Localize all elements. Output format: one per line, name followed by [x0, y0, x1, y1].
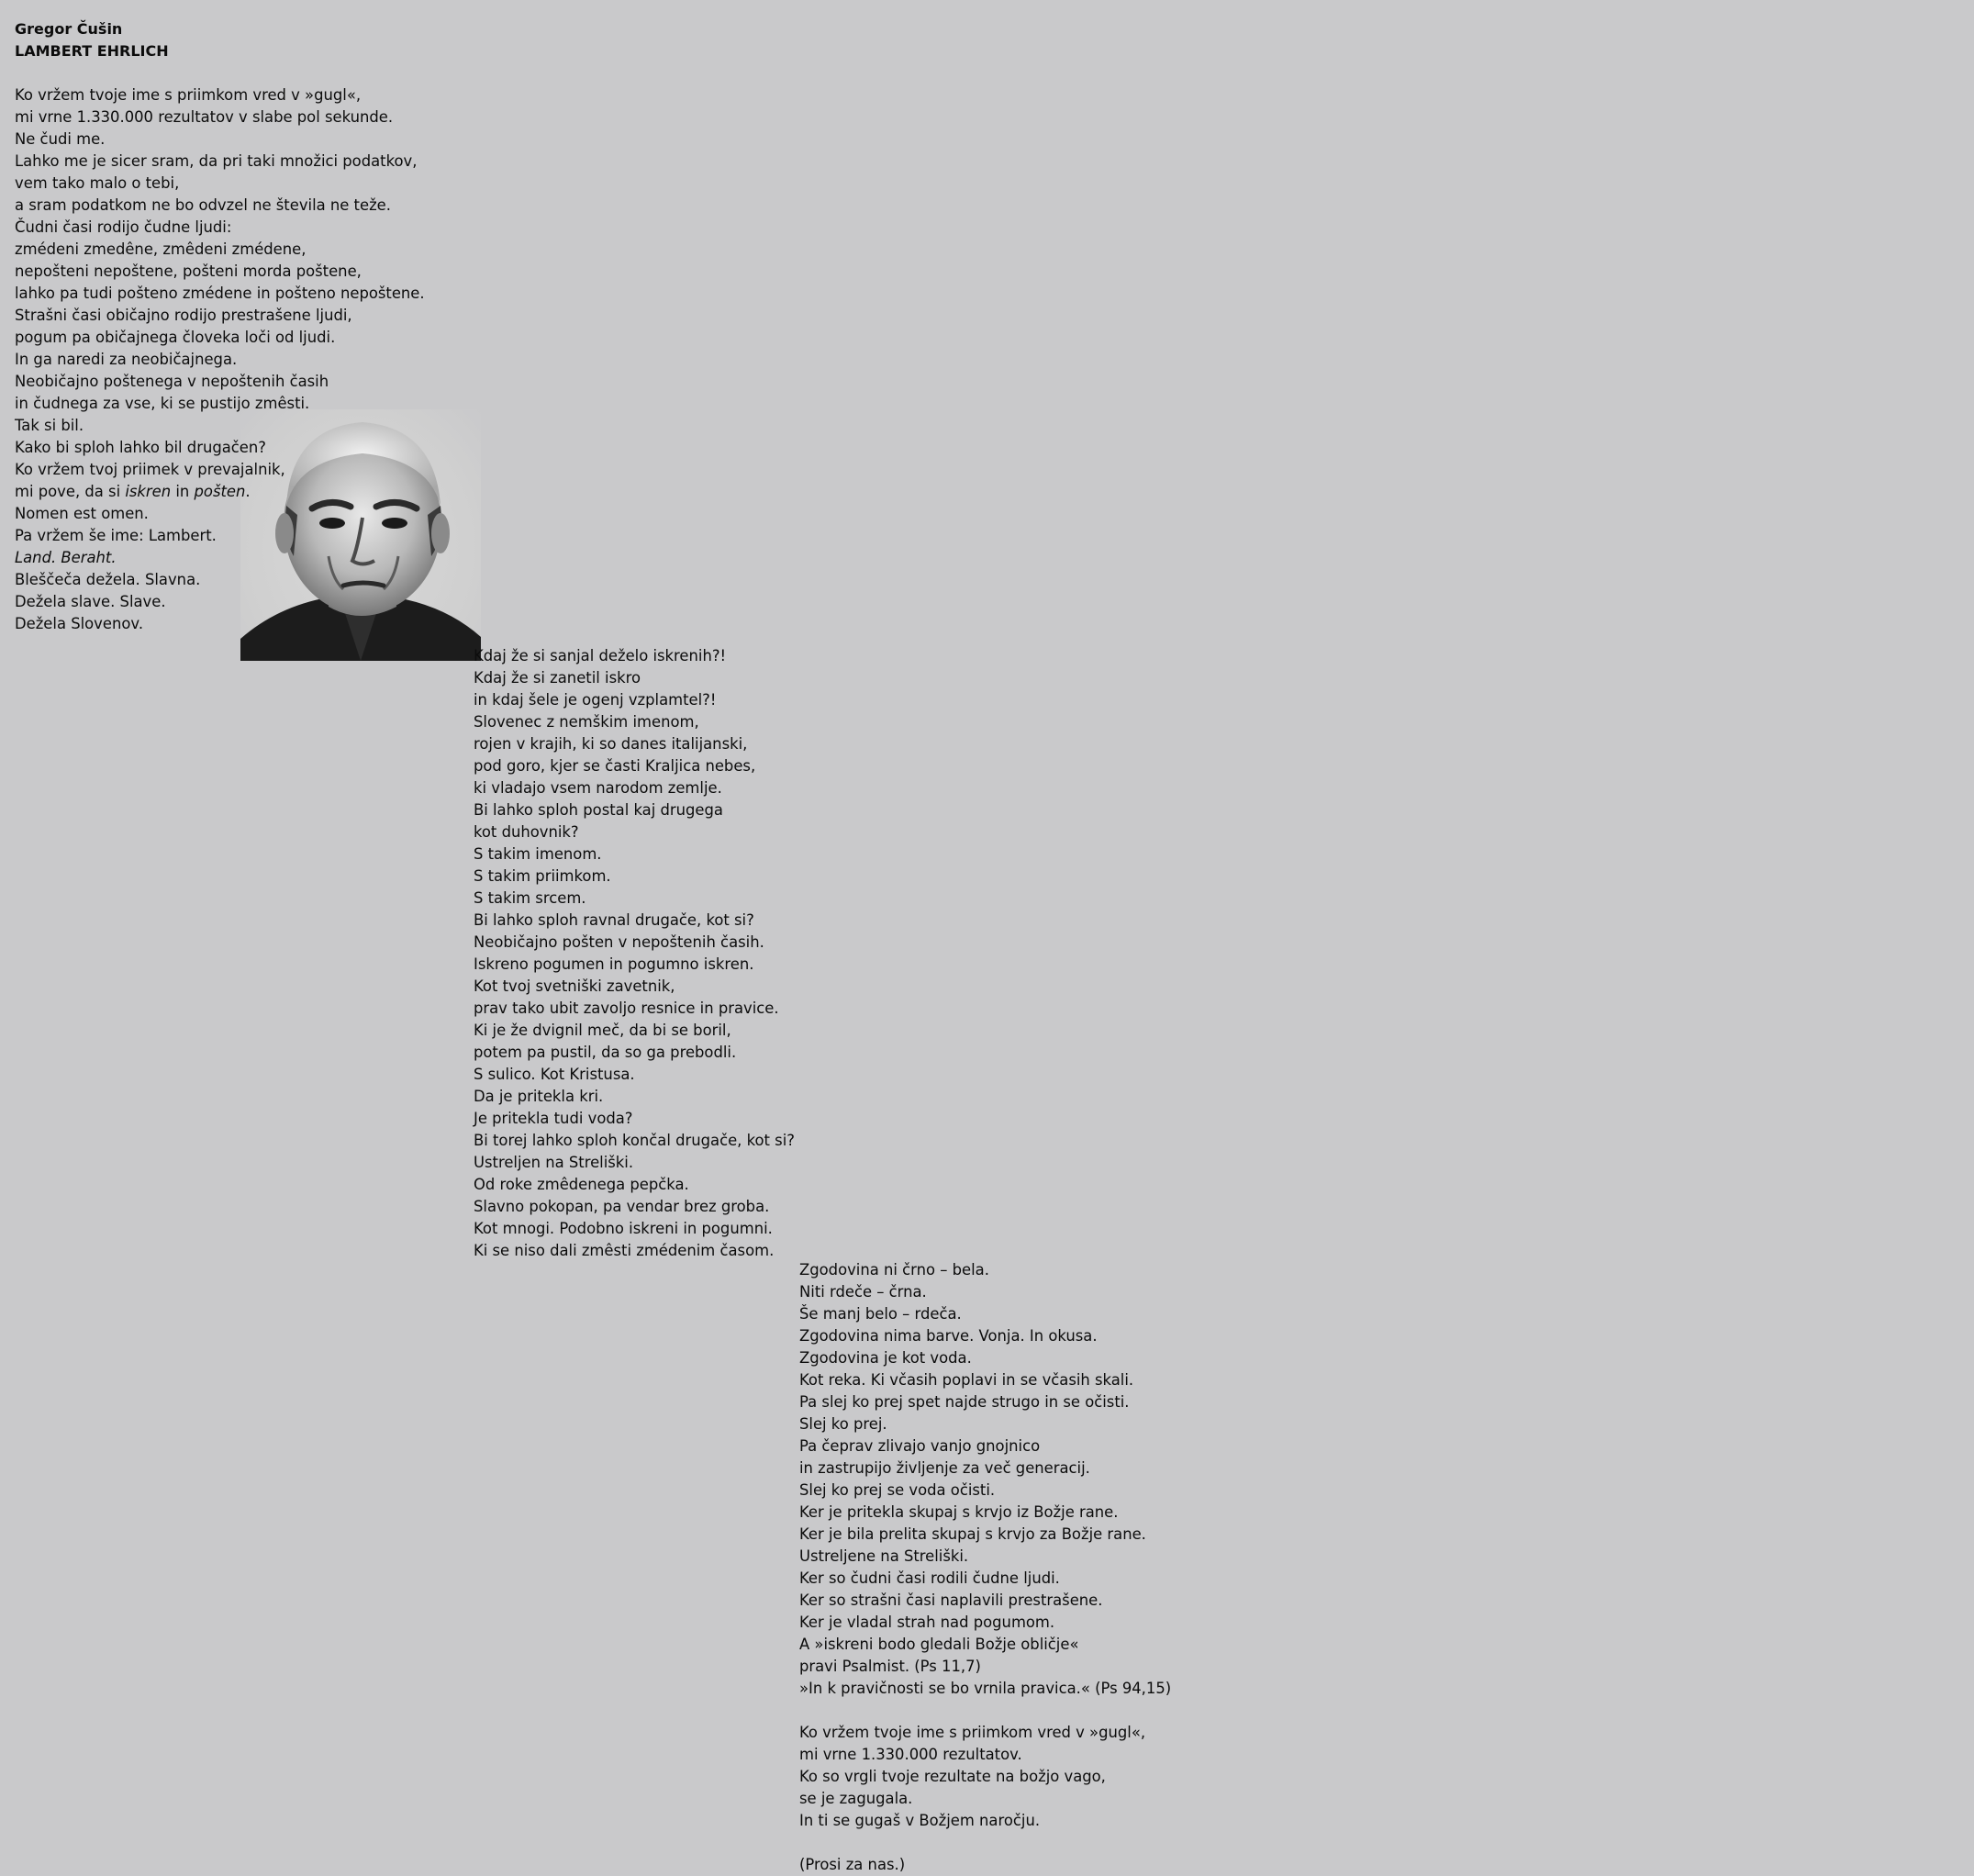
poem-line: Ko vržem tvoje ime s priimkom vred v »gugl«,: [799, 1724, 1146, 1741]
poem-line: Kdaj že si sanjal deželo iskrenih?!: [474, 647, 727, 664]
poem-line: Bi lahko sploh ravnal drugače, kot si?: [474, 911, 754, 929]
poem-line: Je pritekla tudi voda?: [474, 1110, 633, 1127]
author-name: Gregor Čušin: [15, 20, 123, 38]
poem-line: Strašni časi običajno rodijo prestrašene ljudi,: [15, 307, 352, 324]
poem-line: Ko so vrgli tvoje rezultate na božjo vago,: [799, 1768, 1106, 1785]
poem-line: kot duhovnik?: [474, 823, 579, 841]
poem-line-pove: [15, 481, 1189, 503]
poem-line: pod goro, kjer se časti Kraljica nebes,: [474, 757, 756, 775]
poem-line: Slej ko prej se voda očisti.: [799, 1481, 996, 1499]
poem-line-italic: Land. Beraht.: [15, 549, 117, 566]
poem-line: pogum pa običajnega človeka loči od ljudi.: [15, 329, 336, 346]
poem-line: Lahko me je sicer sram, da pri taki množici podatkov,: [15, 152, 418, 170]
poem-line: Čudni časi rodijo čudne ljudi:: [15, 218, 232, 236]
poem-line: a sram podatkom ne bo odvzel ne števila ne teže.: [15, 196, 391, 214]
poem-line: prav tako ubit zavoljo resnice in pravice.: [474, 999, 779, 1017]
poem-line: Dežela slave. Slave.: [15, 593, 166, 610]
column-left: [15, 18, 1189, 635]
poem-line: Ker so čudni časi rodili čudne ljudi.: [799, 1569, 1060, 1587]
poem-line: Kdaj že si zanetil iskro: [474, 669, 641, 687]
poem-line-closing: (Prosi za nas.): [799, 1856, 906, 1873]
poem-line: Ustreljen na Streliški.: [474, 1154, 634, 1171]
poem-line: »In k pravičnosti se bo vrnila pravica.« (Ps 94,15): [799, 1680, 1172, 1697]
poem-line: mi vrne 1.330.000 rezultatov v slabe pol sekunde.: [15, 108, 394, 126]
poem-line: Pa slej ko prej spet najde strugo in se očisti.: [799, 1393, 1130, 1411]
poem-line: Iskreno pogumen in pogumno iskren.: [474, 955, 754, 973]
poem-line: Kako bi sploh lahko bil drugačen?: [15, 439, 266, 456]
poem-line: Nomen est omen.: [15, 505, 149, 522]
poem-line: se je zagugala.: [799, 1790, 913, 1807]
col1-lines: [15, 84, 1189, 481]
poem-line: Da je pritekla kri.: [474, 1088, 604, 1105]
poem-line: zmédeni zmedêne, zmêdeni zmédene,: [15, 240, 307, 258]
poem-line: Ustreljene na Streliški.: [799, 1547, 969, 1565]
poem-line: Pa vržem še ime: Lambert.: [15, 527, 217, 544]
col3-stanza-2: [799, 1722, 1974, 1832]
poem-line: S takim imenom.: [474, 845, 602, 863]
poem-line: Ker je pritekla skupaj s krvjo iz Božje rane.: [799, 1503, 1119, 1521]
italic-word-iskren: iskren: [125, 483, 172, 500]
line-text: in: [171, 483, 195, 500]
poem-line: Ki se niso dali zmêsti zmédenim časom.: [474, 1242, 775, 1259]
poem-line: Kot tvoj svetniški zavetnik,: [474, 977, 675, 995]
poem-line: Ne čudi me.: [15, 130, 106, 148]
poem-line: In ga naredi za neobičajnega.: [15, 351, 238, 368]
poem-line: Slavno pokopan, pa vendar brez groba.: [474, 1198, 770, 1215]
line-text: mi pove, da si: [15, 483, 126, 500]
poem-line: Od roke zmêdenega pepčka.: [474, 1176, 689, 1193]
poem-line: Ko vržem tvoje ime s priimkom vred v »gugl«,: [15, 86, 362, 104]
stanza-gap: [15, 62, 1189, 84]
line-text: .: [245, 483, 251, 500]
poem-line: In ti se gugaš v Božjem naročju.: [799, 1812, 1041, 1829]
poem-line: pravi Psalmist. (Ps 11,7): [799, 1658, 981, 1675]
poem-line: vem tako malo o tebi,: [15, 174, 180, 192]
poem-line: Neobičajno poštenega v nepoštenih časih: [15, 373, 329, 390]
poem-line: S takim priimkom.: [474, 867, 611, 885]
poem-line: Bi lahko sploh postal kaj drugega: [474, 801, 723, 819]
poem-line: rojen v krajih, ki so danes italijanski,: [474, 735, 748, 753]
poem-line: Bi torej lahko sploh končal drugače, kot si?: [474, 1132, 795, 1149]
poem-line: in čudnega za vse, ki se pustijo zmêsti.: [15, 395, 310, 412]
poem-line: Tak si bil.: [15, 417, 84, 434]
poem-line: S sulico. Kot Kristusa.: [474, 1066, 635, 1083]
poem-line: Slej ko prej.: [799, 1415, 887, 1433]
poem-line: Še manj belo – rdeča.: [799, 1305, 962, 1323]
poem-line: Kot reka. Ki včasih poplavi in se včasih skali.: [799, 1371, 1134, 1389]
poem-line: Ker so strašni časi naplavili prestrašene.: [799, 1591, 1103, 1609]
poem-title: LAMBERT EHRLICH: [15, 42, 169, 60]
column-middle: [474, 645, 1648, 1262]
poem-line: nepošteni nepoštene, pošteni morda poštene,: [15, 262, 362, 280]
col1-lines-end: [15, 569, 1189, 635]
poem-line: in kdaj šele je ogenj vzplamtel?!: [474, 691, 717, 709]
col2-lines: [474, 645, 1648, 1262]
poem-line: Zgodovina nima barve. Vonja. In okusa.: [799, 1327, 1098, 1345]
poem-line: Zgodovina je kot voda.: [799, 1349, 972, 1367]
stanza-gap: [799, 1832, 1974, 1854]
poem-line: Niti rdeče – črna.: [799, 1283, 927, 1301]
poem-line: lahko pa tudi pošteno zmédene in pošteno nepoštene.: [15, 285, 425, 302]
poem-line: Dežela Slovenov.: [15, 615, 144, 632]
poem-line: Slovenec z nemškim imenom,: [474, 713, 699, 731]
column-right: [799, 1259, 1974, 1876]
poem-line: Ker je vladal strah nad pogumom.: [799, 1614, 1055, 1631]
poem-line: A »iskreni bodo gledali Božje obličje«: [799, 1636, 1079, 1653]
poem-line: Bleščeča dežela. Slavna.: [15, 571, 201, 588]
poem-line: mi vrne 1.330.000 rezultatov.: [799, 1746, 1022, 1763]
poem-line: potem pa pustil, da so ga prebodli.: [474, 1044, 737, 1061]
stanza-gap: [799, 1700, 1974, 1722]
poem-line: Kot mnogi. Podobno iskreni in pogumni.: [474, 1220, 773, 1237]
poem-line: Neobičajno pošten v nepoštenih časih.: [474, 933, 764, 951]
poem-line: Ki je že dvignil meč, da bi se boril,: [474, 1022, 731, 1039]
col1-lines-after: [15, 503, 1189, 547]
poem-line: ki vladajo vsem narodom zemlje.: [474, 779, 722, 797]
poem-line: in zastrupijo življenje za več generacij.: [799, 1459, 1090, 1477]
poem-line: Zgodovina ni črno – bela.: [799, 1261, 989, 1279]
italic-word-posten: pošten: [194, 483, 246, 500]
col3-stanza-1: [799, 1259, 1974, 1700]
poem-line: Ko vržem tvoj priimek v prevajalnik,: [15, 461, 285, 478]
poem-line: Ker je bila prelita skupaj s krvjo za Božje rane.: [799, 1525, 1146, 1543]
poem-line: Pa čeprav zlivajo vanjo gnojnico: [799, 1437, 1041, 1455]
poem-line: S takim srcem.: [474, 889, 586, 907]
